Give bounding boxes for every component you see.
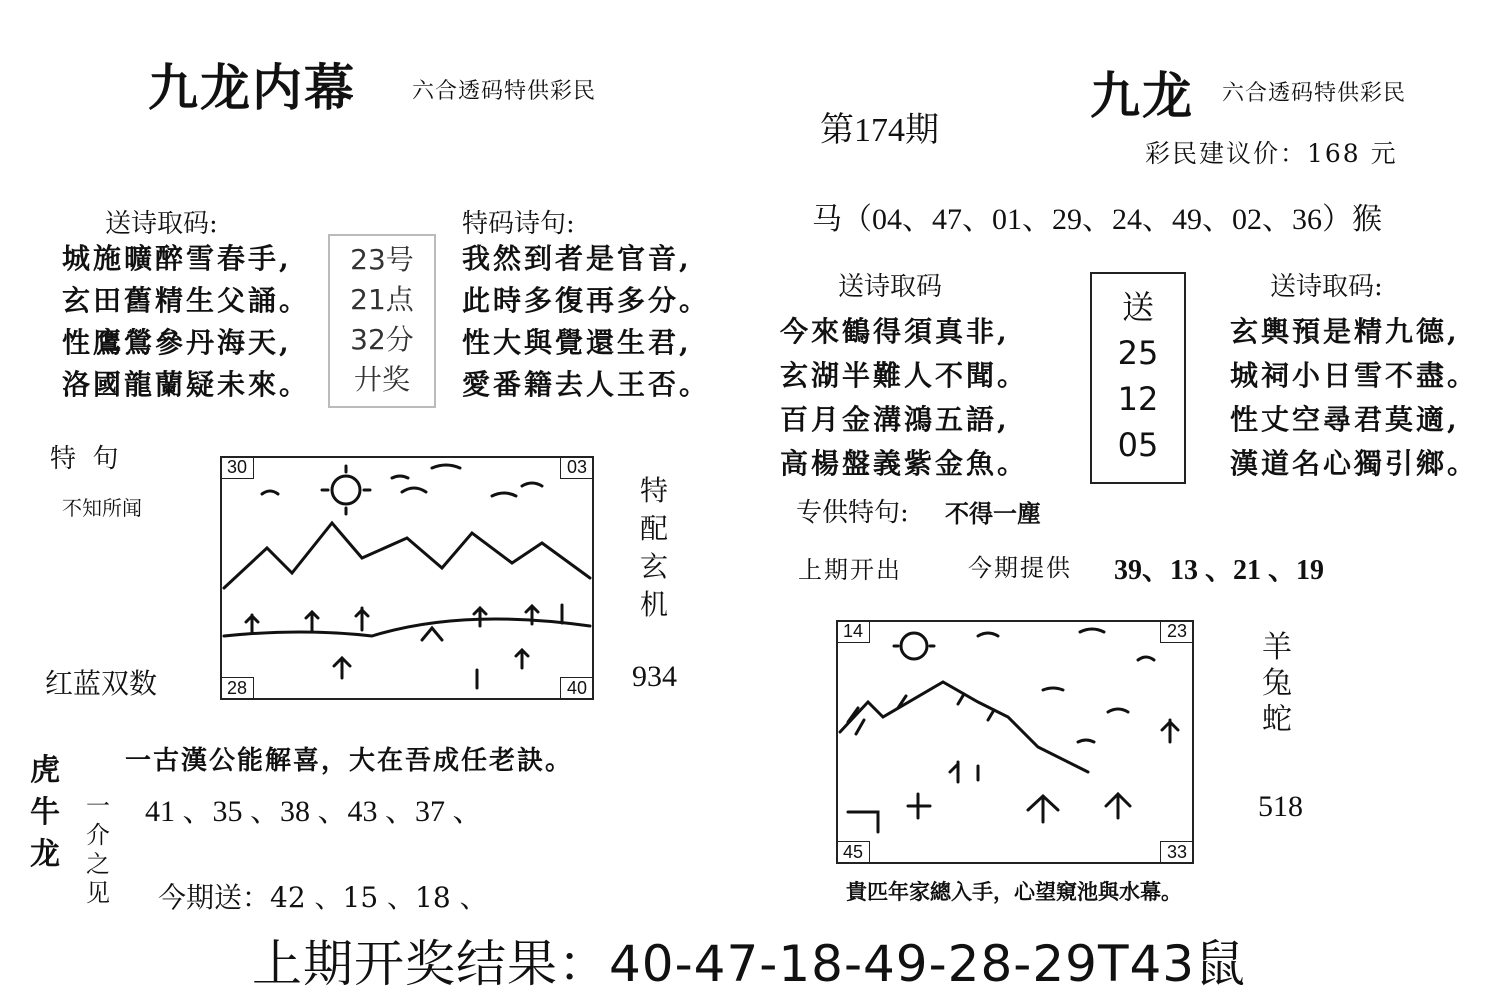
send-box-line: 25 [1117,334,1159,372]
sun-icon [332,476,360,504]
poem-line: 玄輿預是精九德, [1230,315,1460,348]
right-poem-header-a: 送诗取码 [838,272,943,302]
draw-info-line: 廾奖 [353,363,410,396]
right-landscape-picture [836,620,1194,864]
poem-line: 今來鶴得須真非, [780,315,1010,348]
last-result-banner: 上期开奖结果：40-47-18-49-28-29T43鼠 [252,935,1247,993]
yijie-vertical [86,792,110,908]
left-poem-a [62,238,310,406]
right-subtitle: 六合透码特供彩民 [1222,81,1407,106]
corner-number: 45 [836,841,870,864]
poem-line: 愛番籍去人王否。 [462,368,711,401]
poem-line: 百月金溝鴻五語, [780,403,1010,436]
draw-info-line: 21点 [350,283,414,316]
vertical-char: 一 [86,792,110,820]
send-box [1090,272,1186,484]
corner-number: 28 [220,677,254,700]
poem-line: 高楊盤義紫金魚。 [780,447,1029,480]
corner-number: 14 [836,620,870,643]
poem-line: 城施曠醉雪春手, [62,242,292,275]
right-poem-a [780,310,1028,486]
vertical-char: 见 [86,879,110,907]
vertical-char: 介 [86,821,110,849]
poem-line: 我然到者是官音, [462,242,692,275]
send-box-line: 12 [1117,380,1159,418]
poem-line: 性鷹鶯參丹海天, [62,326,292,359]
hongnan-label: 红蓝双数 [45,667,158,700]
right-zodiac-vertical [1262,630,1292,738]
corner-number: 33 [1160,841,1194,864]
vertical-char: 机 [640,588,669,621]
right-special-text: 不得一塵 [945,499,1041,528]
poem-line: 性丈空尋君莫適, [1230,403,1460,436]
left-title: 九龙内幕 [148,58,356,117]
poem-line: 玄田舊精生父誦。 [62,284,311,317]
right-caption: 貴匹年家總入手，心望窺池與水幕。 [846,879,1182,904]
corner-number: 30 [220,456,254,479]
right-title: 九龙 [1090,66,1194,125]
poem-line: 城祠小日雪不盡。 [1230,359,1479,392]
vertical-char: 龙 [30,837,60,872]
vertical-char: 羊 [1262,630,1292,665]
left-special-label: 特 句 [50,444,119,474]
issue-number: 第174期 [820,112,939,149]
this-issue-numbers: 39、13 、21 、19 [1114,555,1325,586]
send-box-line: 05 [1117,426,1159,464]
left-poem-header-a: 送诗取码: [105,209,218,239]
vertical-char: 之 [86,850,110,878]
left-side-vertical [640,472,668,624]
poem-line: 玄湖半難人不聞。 [780,359,1029,392]
left-poem-b [462,238,710,406]
price-label: 彩民建议价：168 元 [1145,139,1398,168]
right-poem-header-b: 送诗取码: [1270,272,1383,302]
vertical-char: 虎 [30,753,60,788]
right-special-label: 专供特句: [796,498,909,528]
vertical-char: 配 [640,512,669,545]
draw-info-line: 23号 [350,243,414,276]
left-subtitle: 六合透码特供彩民 [412,79,597,104]
landscape-drawing [838,622,1192,862]
poem-line: 漢道名心獨引鄉。 [1230,447,1479,480]
vertical-char: 蛇 [1262,702,1292,737]
horse-numbers-row: 马（04、47、01、29、24、49、02、36）猴 [812,203,1382,236]
poem-line: 此時多復再多分。 [462,284,711,317]
last-issue-label: 上期开出 [798,556,902,584]
corner-number: 03 [560,456,594,479]
right-poem-b [1230,310,1478,486]
left-landscape-picture [220,456,594,700]
left-this-issue: 今期送：42 、15 、18 、 [158,881,488,914]
left-number-right: 934 [632,660,677,693]
left-proverb: 一古漢公能解喜，大在吾成任老訣。 [125,746,574,776]
draw-info-box [328,234,436,408]
vertical-char: 特 [640,474,669,507]
vertical-char: 玄 [640,550,669,583]
poem-line: 性大與覺還生君, [462,326,692,359]
landscape-drawing [222,458,592,698]
right-number-right: 518 [1258,790,1303,823]
left-poem-header-b: 特码诗句: [462,209,575,239]
send-box-line: 送 [1121,288,1154,326]
left-zodiac-vertical [30,750,60,876]
poem-line: 洛國龍蘭疑未來。 [62,368,311,401]
vertical-char: 牛 [30,795,60,830]
corner-number: 23 [1160,620,1194,643]
draw-info-line: 32分 [350,323,414,356]
vertical-char: 兔 [1262,666,1292,701]
corner-number: 40 [560,677,594,700]
this-issue-label: 今期提供 [968,554,1072,582]
left-special-text: 不知所闻 [62,496,142,520]
sun-icon [901,633,927,659]
left-numbers-row: 41 、35 、38 、43 、37 、 [145,795,483,828]
